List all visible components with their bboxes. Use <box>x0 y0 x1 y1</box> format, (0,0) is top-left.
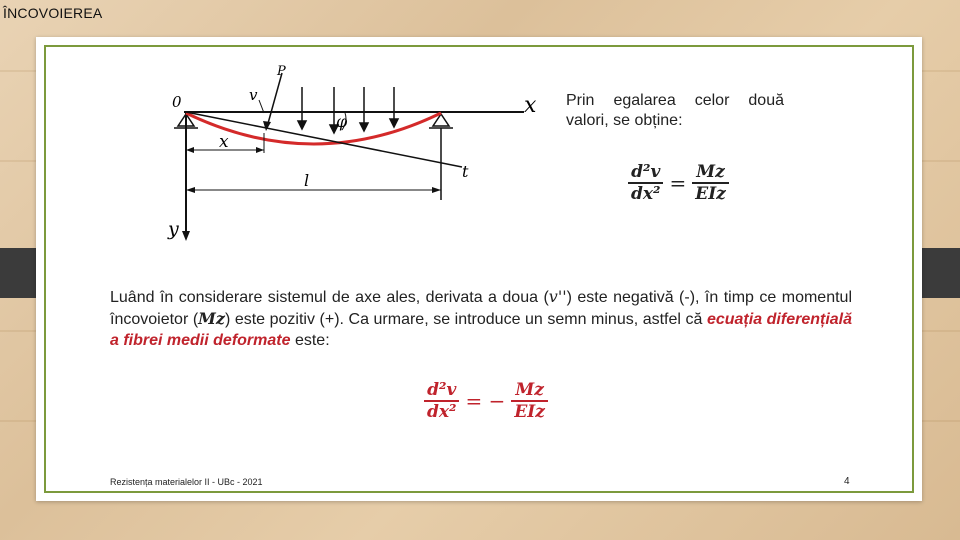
intro-text: Prin egalarea celor două valori, se obține: <box>566 92 784 129</box>
label-force: P <box>277 64 286 79</box>
beam-deflection-figure <box>164 55 542 242</box>
paragraph-mz: Mz <box>198 309 225 328</box>
formula1-rhs-den: EIz <box>692 182 729 204</box>
formula2-lhs-den: dx² <box>424 400 459 422</box>
formula2-lhs-num: d²v <box>427 380 457 400</box>
page-title: ÎNCOVOIEREA <box>3 5 103 21</box>
label-angle: φ <box>336 112 348 131</box>
label-origin: 0 <box>172 93 182 111</box>
beam-diagram <box>164 55 542 242</box>
formula1-lhs-num: d²v <box>631 162 661 182</box>
formula2-rhs <box>511 380 548 422</box>
formula1-equals: = <box>669 171 687 195</box>
paragraph-part4: este: <box>290 332 330 349</box>
y-axis-arrow <box>182 231 190 241</box>
label-tangent: t <box>462 162 469 181</box>
label-position: x <box>219 132 229 152</box>
force-p-arrowhead <box>263 121 271 131</box>
formula1-lhs-den: dx² <box>628 182 663 204</box>
formula2-lhs <box>424 380 459 422</box>
paragraph-part2: ) este negativă (-), în timp ce momentul încovoietor ( <box>110 289 853 328</box>
footer-text: Rezistența materialelor II - UBc - 2021 <box>110 477 263 487</box>
formula-differential-equation <box>424 380 548 422</box>
formula2-equals: = − <box>465 389 506 413</box>
formula2-rhs-num: Mz <box>515 380 544 400</box>
force-p-arrow <box>267 73 282 127</box>
label-y-axis: y <box>168 218 179 240</box>
label-x-axis: x <box>524 93 537 118</box>
label-length: l <box>304 171 310 190</box>
formula1-rhs <box>692 162 729 204</box>
formula-equalization <box>628 162 729 204</box>
label-deflection: v <box>249 86 258 104</box>
page-number: 4 <box>844 476 850 487</box>
paragraph-part1: Luând în considerare sistemul de axe ales, derivata a doua ( <box>110 289 549 306</box>
formula1-lhs <box>628 162 663 204</box>
paragraph-highlight: ecuația diferențială a fibrei medii deformate <box>110 311 853 349</box>
explanation-paragraph <box>110 286 852 351</box>
load-arrows <box>298 87 398 133</box>
formula2-rhs-den: EIz <box>511 400 548 422</box>
formula1-rhs-num: Mz <box>696 162 725 182</box>
paragraph-vpp: v'' <box>548 287 567 306</box>
paragraph-part3: ) este pozitiv (+). Ca urmare, se introduce un semn minus, astfel că <box>224 311 707 328</box>
